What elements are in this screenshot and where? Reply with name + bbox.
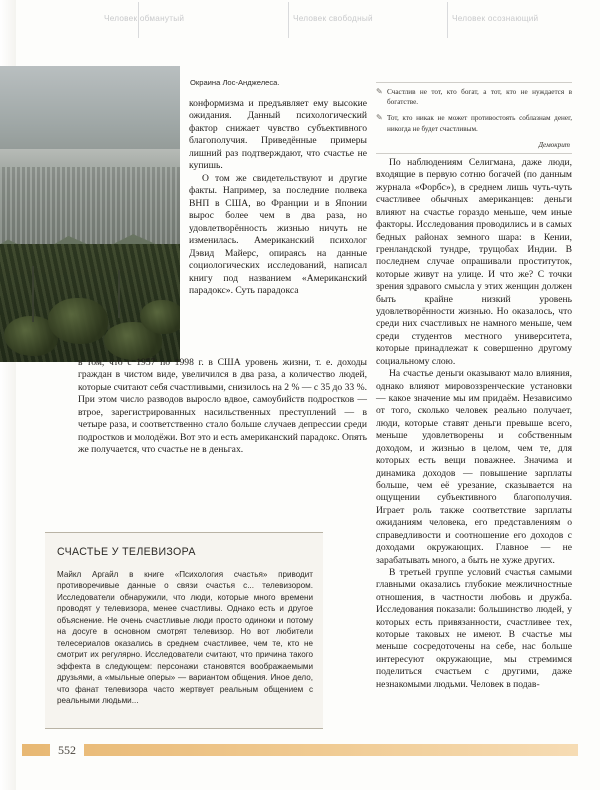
photo-pole	[118, 270, 120, 318]
running-head-band	[0, 0, 600, 44]
running-head-divider-3	[447, 2, 448, 38]
epigraph-quote-2	[376, 113, 572, 133]
paragraph: В третьей группе условий счастья самыми главными оказались глубокие межличностные отношения, в частности любовь и дружба. Исследования показали: большинство людей, у которых есть привязанности, счастливее тех, которые таковых не имеют. В счастье мы меньше сосредоточены на себе, нас больше интересуют окружающие, мы стремимся поделиться счастьем с другими, даже незнакомыми людьми. Человек в подав-	[376, 566, 572, 690]
running-head-chapter-1: Человек обманутый	[104, 14, 185, 23]
los-angeles-outskirts-photo	[0, 66, 180, 362]
footer-decorative-bar	[22, 744, 578, 756]
paragraph: конформизма и предъявляет ему высокие ожидания. Данный психологический фактор снижает чувство субъективного благополучия. Приведённые примеры лишний раз подтверждают, что счастье не купишь.	[189, 98, 367, 172]
paragraph: По наблюдениям Селигмана, даже люди, входящие в первую сотню богачей (по данным журнала «Форбс»), в среднем лишь чуть-чуть счастливее обычных американцев: деньги влияют на счастье гораздо меньше, чем иные факторы. Исследования проводились и в самых бедных районах земного шара: в Кении, гренландской тундре, трущобах Индии. В последнем случае опрашивали проституток, которые живут на улице. И что же? С точки зрения здравого смысла у этих женщин должен быть крайне низкий уровень удовлетворённости жизнью. Но оказалось, что среди них счастливых не намного меньше, чем среди студентов местного университета, которые принадлежат к совершенно другому социальному слою.	[376, 157, 572, 367]
epigraph-quote-2-text: Тот, кто никак не может противостоять соблазнам денег, никогда не будет счастливым.	[387, 114, 572, 133]
epigraph-quote-1-text: Счастлив не тот, кто богат, а тот, кто не нуждается в богатстве.	[387, 88, 572, 107]
running-head-chapter-3: Человек осознающий	[452, 14, 539, 23]
photo-caption: Окраина Лос-Анджелеса.	[190, 78, 280, 87]
paragraph: О том же свидетельствуют и другие факты. Например, за последние полвека ВНП в США, во Франции и в Японии вырос более чем в два раза, но удовлетворённость жизнью ничуть не изменилась. Американский психолог Дэвид Майерс, опираясь на данные социологических исследований, написал книгу под названием «Американский парадокс». Суть парадокса	[189, 172, 367, 297]
body-column-full-width	[78, 357, 367, 457]
page-number: 552	[50, 741, 84, 759]
body-column-narrow	[189, 98, 367, 298]
photo-pole	[32, 266, 34, 322]
photo-shrub	[48, 298, 108, 344]
epigraph-quote-1	[376, 87, 572, 107]
epigraph-attribution: Демокрит	[538, 140, 570, 149]
body-column-right	[376, 157, 572, 691]
photo-cityscape	[0, 167, 180, 256]
sidebar-inset-box	[45, 532, 323, 729]
epigraph-box	[376, 82, 572, 154]
running-head-chapter-2: Человек свободный	[293, 14, 373, 23]
inset-body-text: Майкл Аргайл в книге «Психология счастья» приводит противоречивые данные о связи счастья с... телевизором. Исследователи обнаружили, что люди, которые много времени проводят у телевизора, менее счастливы. Однако есть и другое объяснение. Не очень счастливые люди просто одиноки и потому на досуге в основном смотрят телевизор. Но вот любители телесериалов оказались в среднем счастливее, чем те, кто не смотрит их регулярно. Исследователи считают, что причина такого эффекта в следующем: персонажи становятся воображаемыми друзьями, а «мыльные оперы» — вариантом общения. Иное дело, что фанат телевизора часто жертвует реальным общением с реальными людьми...	[57, 570, 313, 706]
quill-icon: ✎	[376, 87, 383, 96]
quill-icon: ✎	[376, 113, 383, 123]
inset-title: СЧАСТЬЕ У ТЕЛЕВИЗОРА	[57, 546, 196, 558]
photo-shrub	[140, 300, 180, 334]
running-head-divider-2	[288, 2, 289, 38]
paragraph: На счастье деньги оказывают мало влияния, однако влияют мировоззренческие установки — какое значение мы им придаём. Независимо от того, сколько человек реально получает, люди, которые ставят деньги превыше всего, меньше удовлетворены и собственным доходом, и жизнью в целом, чем те, для которых есть вещи поважнее. Значима и динамика доходов — повышение зарплаты больше, чем её урезание, сказывается на ощущении субъективного благополучия. Играет роль также соответствие зарплаты ожиданиям человека, его представлениям о справедливости и соотношение его доходов с доходами окружающих. Главное — не зарабатывать много, а быть не хуже других.	[376, 368, 572, 566]
paragraph: в том, что с 1957 по 1998 г. в США уровень жизни, т. е. доходы граждан в чистом виде, увеличился в два раза, а количество людей, которые считают себя счастливыми, снизилось на 2 % — с 35 до 33 %. При этом число разводов выросло вдвое, самоубийств подростков — втрое, зарегистрированных насильственных преступлений — в четыре раза, и соответственно стало больше случаев депрессии среди подростков и молодёжи. Вот это и есть американский парадокс. Опять же получается, что счастье не в деньгах.	[78, 357, 367, 456]
